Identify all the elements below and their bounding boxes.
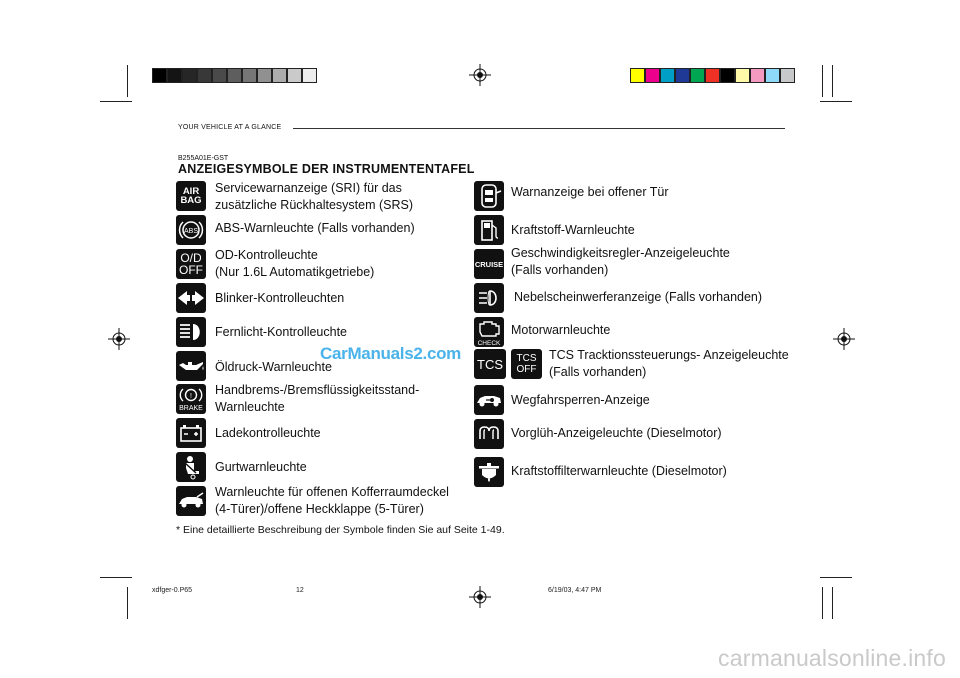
crop-mark [820,577,852,578]
battery-label: Ladekontrolleuchte [215,426,321,440]
color-swatch [750,68,765,83]
brake-label: Handbrems-/Bremsflüssigkeitsstand- Warnleuchte [215,383,420,414]
glow-plug-label: Vorglüh-Anzeigeleuchte (Dieselmotor) [511,426,722,440]
od-off-label: OD-Kontrolleuchte (Nur 1.6L Automatikgetriebe) [215,248,375,279]
svg-text:BRAKE: BRAKE [179,405,203,412]
footer-filename: xdfger-0.P65 [152,587,193,594]
gray-swatch [287,68,302,83]
trunk-open-label: Warnleuchte für offenen Kofferraumdeckel (4-Türer)/offene Heckklappe (5-Türer) [215,485,449,516]
svg-text:!: ! [190,393,192,400]
tcs-off-icon: TCS OFF [511,349,542,379]
footnote: * Eine detaillierte Beschreibung der Symbole finden Sie auf Seite 1-49. [176,524,505,536]
battery-icon [176,418,206,448]
fuel-icon [474,215,504,245]
document-code: B255A01E-GST [178,155,229,162]
door-open-icon [474,181,504,211]
color-swatch [705,68,720,83]
site-watermark: carmanualsonline.info [718,645,946,671]
od-off-icon: O/D OFF [176,249,206,279]
crop-mark [127,65,128,97]
cruise-icon: CRUISE [474,249,504,279]
abs-icon [176,215,206,245]
svg-text:CHECK: CHECK [477,340,501,347]
registration-target-icon [469,64,491,86]
page-title: ANZEIGESYMBOLE DER INSTRUMENTENTAFEL [178,162,475,176]
grayscale-calibration-bar [152,68,317,83]
airbag-label: Servicewarnanzeige (SRI) für das zusätzliche Rückhaltesystem (SRS) [215,181,413,212]
fog-light-icon [474,283,504,313]
high-beam-label: Fernlicht-Kontrolleuchte [215,325,348,339]
brake-icon [176,384,206,414]
oil-pressure-label: Öldruck-Warnleuchte [215,360,332,374]
color-swatch [735,68,750,83]
section-header: YOUR VEHICLE AT A GLANCE [178,124,282,131]
color-swatch [675,68,690,83]
crop-mark [127,587,128,619]
registration-target-icon [108,328,130,350]
immobilizer-icon [474,385,504,415]
cruise-label: Geschwindigkeitsregler-Anzeigeleuchte (Falls vorhanden) [511,246,730,277]
color-swatch [630,68,645,83]
gray-swatch [167,68,182,83]
gray-swatch [227,68,242,83]
oil-pressure-icon [176,351,206,381]
crop-mark [832,587,833,619]
check-engine-label: Motorwarnleuchte [511,323,611,337]
color-swatch [690,68,705,83]
abs-label: ABS-Warnleuchte (Falls vorhanden) [215,221,415,235]
turn-signal-icon [176,283,206,313]
glow-plug-icon [474,419,504,449]
color-swatch [720,68,735,83]
color-swatch [645,68,660,83]
tcs-label: TCS Tracktionssteuerungs- Anzeigeleuchte (Falls vorhanden) [549,348,789,379]
registration-target-icon [833,328,855,350]
color-swatch [765,68,780,83]
crop-mark [832,65,833,97]
gray-swatch [257,68,272,83]
gray-swatch [197,68,212,83]
color-swatch [660,68,675,83]
watermark-text: CarManuals2.com [320,344,461,363]
crop-mark [100,577,132,578]
gray-swatch [272,68,287,83]
trunk-open-icon [176,486,206,516]
gray-swatch [212,68,227,83]
crop-mark [822,65,823,97]
crop-mark [820,101,852,102]
footer-page-number: 12 [296,587,304,594]
gray-swatch [302,68,317,83]
fuel-label: Kraftstoff-Warnleuchte [511,223,635,237]
color-calibration-bar [630,68,795,83]
fuel-filter-label: Kraftstoffilterwarnleuchte (Dieselmotor) [511,464,727,478]
crop-mark [822,587,823,619]
check-engine-icon [474,317,504,347]
door-open-label: Warnanzeige bei offener Tür [511,185,669,199]
immobilizer-label: Wegfahrsperren-Anzeige [511,393,650,407]
fuel-filter-icon [474,457,504,487]
fog-light-label: Nebelscheinwerferanzeige (Falls vorhanden) [514,290,763,304]
tcs-icon: TCS [474,349,506,379]
gray-swatch [152,68,167,83]
svg-text:ABS: ABS [183,228,199,235]
high-beam-icon [176,317,206,347]
color-swatch [780,68,795,83]
footer-date: 6/19/03, 4:47 PM [548,587,602,594]
crop-mark [100,101,132,102]
registration-target-icon [469,586,491,608]
seatbelt-label: Gurtwarnleuchte [215,460,307,474]
airbag-icon: AIR BAG [176,181,206,211]
gray-swatch [242,68,257,83]
turn-signal-label: Blinker-Kontrolleuchten [215,291,345,305]
gray-swatch [182,68,197,83]
header-rule [293,128,785,129]
seatbelt-icon [176,452,206,482]
